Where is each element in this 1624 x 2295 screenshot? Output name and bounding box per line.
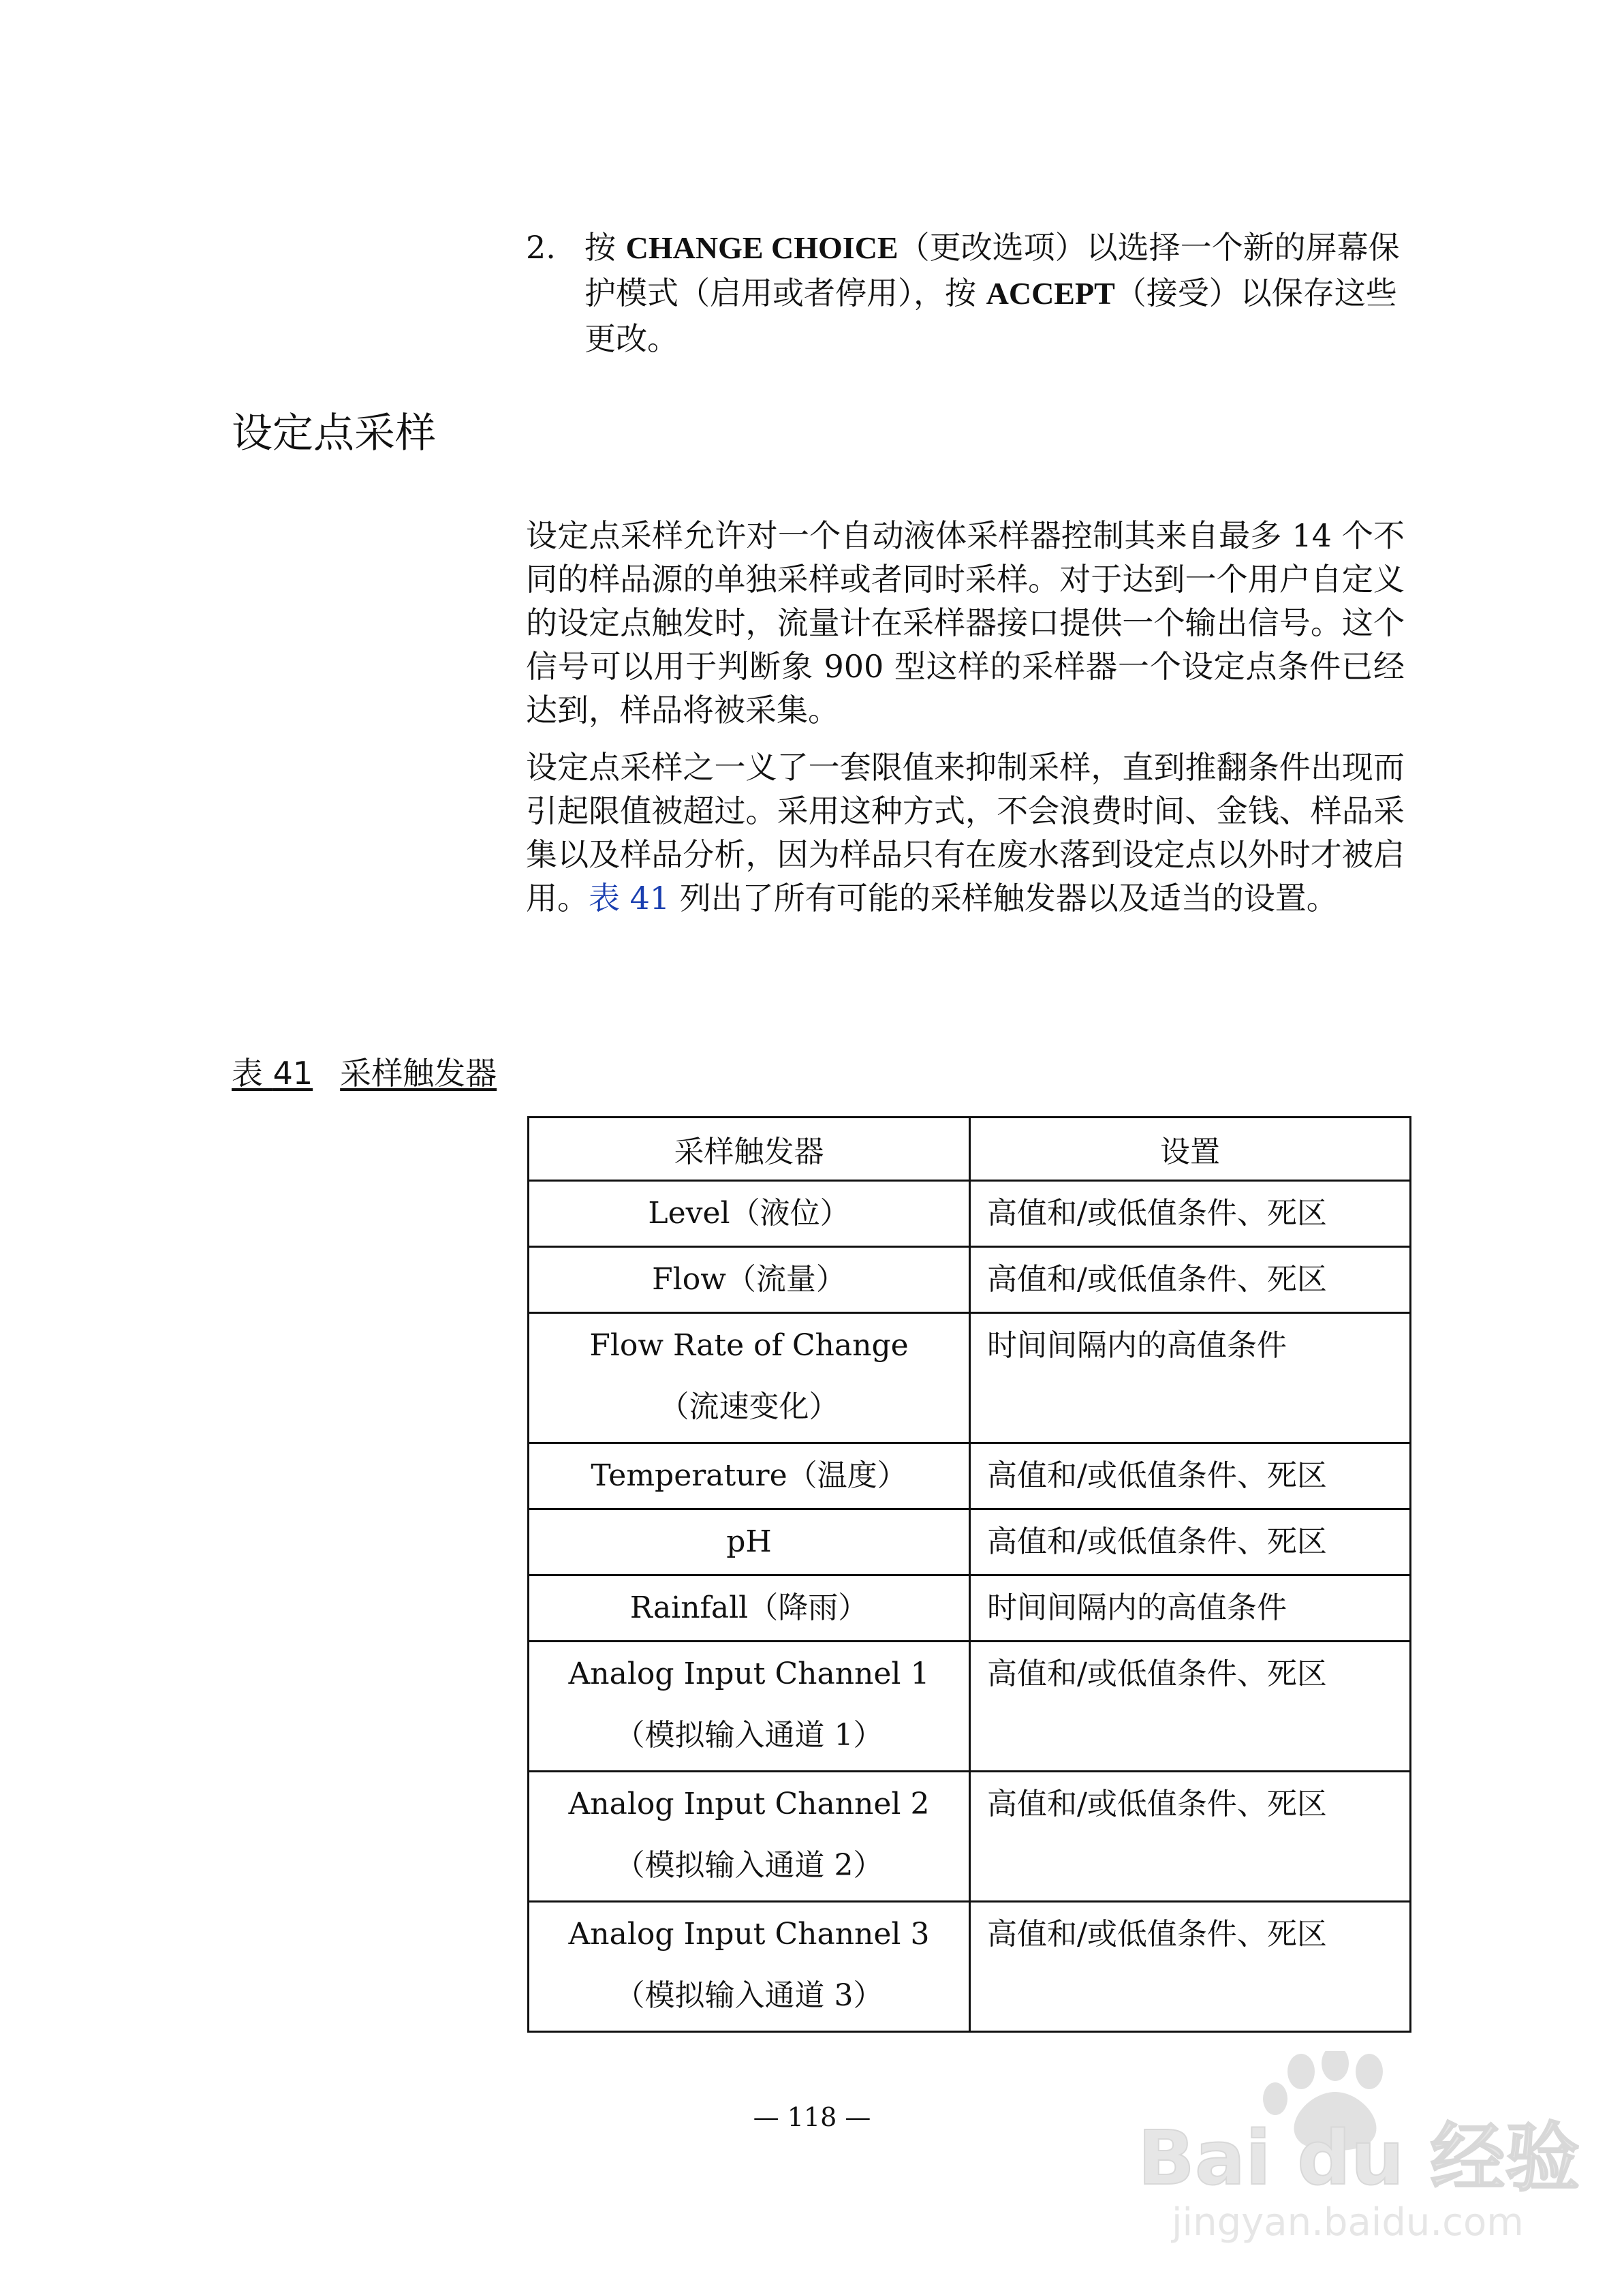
setting-cell	[970, 1642, 1411, 1772]
header-setting: 设置	[970, 1118, 1411, 1181]
trigger-cell	[529, 1443, 970, 1509]
setting-text: 高值和/或低值条件、死区	[987, 1917, 1327, 1952]
setting-cell	[970, 1313, 1411, 1443]
trigger-cell	[529, 1509, 970, 1575]
trigger-name-chinese: （模拟输入通道 3）	[614, 1978, 884, 2013]
setting-cell	[970, 1902, 1411, 2032]
setting-text: 时间间隔内的高值条件	[987, 1590, 1287, 1625]
table-row	[529, 1902, 1411, 2032]
button-name-text: ACCEPT	[986, 276, 1115, 311]
table-41-link[interactable]: 表 41	[589, 880, 670, 917]
setting-text: 时间间隔内的高值条件	[987, 1328, 1287, 1363]
trigger-name: Analog Input Channel 1	[568, 1657, 930, 1691]
setting-cell	[970, 1509, 1411, 1575]
table-caption-number: 41	[272, 1055, 313, 1092]
table-row	[529, 1247, 1411, 1313]
table-row	[529, 1772, 1411, 1902]
trigger-name-chinese: （流速变化）	[659, 1389, 839, 1424]
step-number: 2.	[526, 229, 556, 266]
table-header-row	[529, 1118, 1411, 1181]
setting-text: 高值和/或低值条件、死区	[987, 1262, 1327, 1297]
step-text-segment: 按	[584, 229, 626, 266]
setting-text: 高值和/或低值条件、死区	[987, 1787, 1327, 1821]
paragraph-2	[526, 745, 1405, 920]
trigger-name-chinese: （模拟输入通道 2）	[614, 1848, 884, 1883]
table-caption	[232, 1053, 497, 1094]
setting-cell	[970, 1772, 1411, 1902]
table-caption-title: 采样触发器	[340, 1055, 497, 1092]
trigger-name: Rainfall（降雨）	[629, 1590, 869, 1625]
setting-cell	[970, 1181, 1411, 1247]
trigger-name: Level（液位）	[648, 1196, 850, 1231]
table-row	[529, 1509, 1411, 1575]
trigger-name: Flow Rate of Change	[589, 1328, 909, 1363]
paragraph-2-text-end: 列出了所有可能的采样触发器以及适当的设置。	[670, 880, 1338, 917]
sampling-trigger-table	[527, 1116, 1411, 2033]
trigger-cell	[529, 1642, 970, 1772]
baidu-jingyan-watermark	[1131, 2051, 1608, 2255]
step-text-segment: （更改选项）以选择一个新的屏幕保护模式（启用或者停用），按	[584, 229, 1400, 311]
setting-cell	[970, 1247, 1411, 1313]
setting-text: 高值和/或低值条件、死区	[987, 1196, 1327, 1231]
table-row	[529, 1313, 1411, 1443]
section-title: 设定点采样	[232, 410, 436, 457]
setting-text: 高值和/或低值条件、死区	[987, 1524, 1327, 1559]
table-row	[529, 1575, 1411, 1642]
step-text-segment: （接受）以保存这些更改。	[584, 275, 1397, 357]
setting-cell	[970, 1443, 1411, 1509]
watermark-logo-text: Bai du 经验	[1138, 2114, 1580, 2202]
table-row	[529, 1642, 1411, 1772]
trigger-name: Analog Input Channel 2	[568, 1787, 930, 1821]
trigger-name: pH	[726, 1524, 772, 1559]
trigger-cell	[529, 1772, 970, 1902]
trigger-cell	[529, 1313, 970, 1443]
table-row	[529, 1181, 1411, 1247]
setting-text: 高值和/或低值条件、死区	[987, 1657, 1327, 1691]
trigger-name: Temperature（温度）	[591, 1458, 907, 1493]
header-trigger: 采样触发器	[529, 1118, 970, 1181]
setting-cell	[970, 1575, 1411, 1642]
step-text	[584, 225, 1402, 361]
trigger-cell	[529, 1575, 970, 1642]
trigger-cell	[529, 1181, 970, 1247]
table-row	[529, 1443, 1411, 1509]
trigger-cell	[529, 1247, 970, 1313]
button-name-text: CHANGE CHOICE	[625, 230, 899, 265]
page-number: — 118 —	[753, 2102, 871, 2132]
trigger-name: Analog Input Channel 3	[568, 1917, 930, 1952]
setting-text: 高值和/或低值条件、死区	[987, 1458, 1327, 1493]
trigger-cell	[529, 1902, 970, 2032]
trigger-name: Flow（流量）	[652, 1262, 846, 1297]
watermark-url: jingyan.baidu.com	[1172, 2200, 1524, 2245]
trigger-name-chinese: （模拟输入通道 1）	[614, 1718, 884, 1753]
paragraph-1: 设定点采样允许对一个自动液体采样器控制其来自最多 14 个不同的样品源的单独采样或者同时采样。对于达到一个用户自定义的设定点触发时，流量计在采样器接口提供一个输出信号。这个信号可以用于判断象 900 型这样的采样器一个设定点条件已经达到，样品将被采集。	[526, 517, 1405, 728]
paragraph-2-text: 设定点采样之一义了一套限值来抑制采样，直到推翻条件出现而引起限值被超过。采用这种方式，不会浪费时间、金钱、样品采集以及样品分析，因为样品只有在废水落到设定点以外时才被启用。	[526, 749, 1405, 917]
table-caption-label: 表	[232, 1055, 263, 1092]
